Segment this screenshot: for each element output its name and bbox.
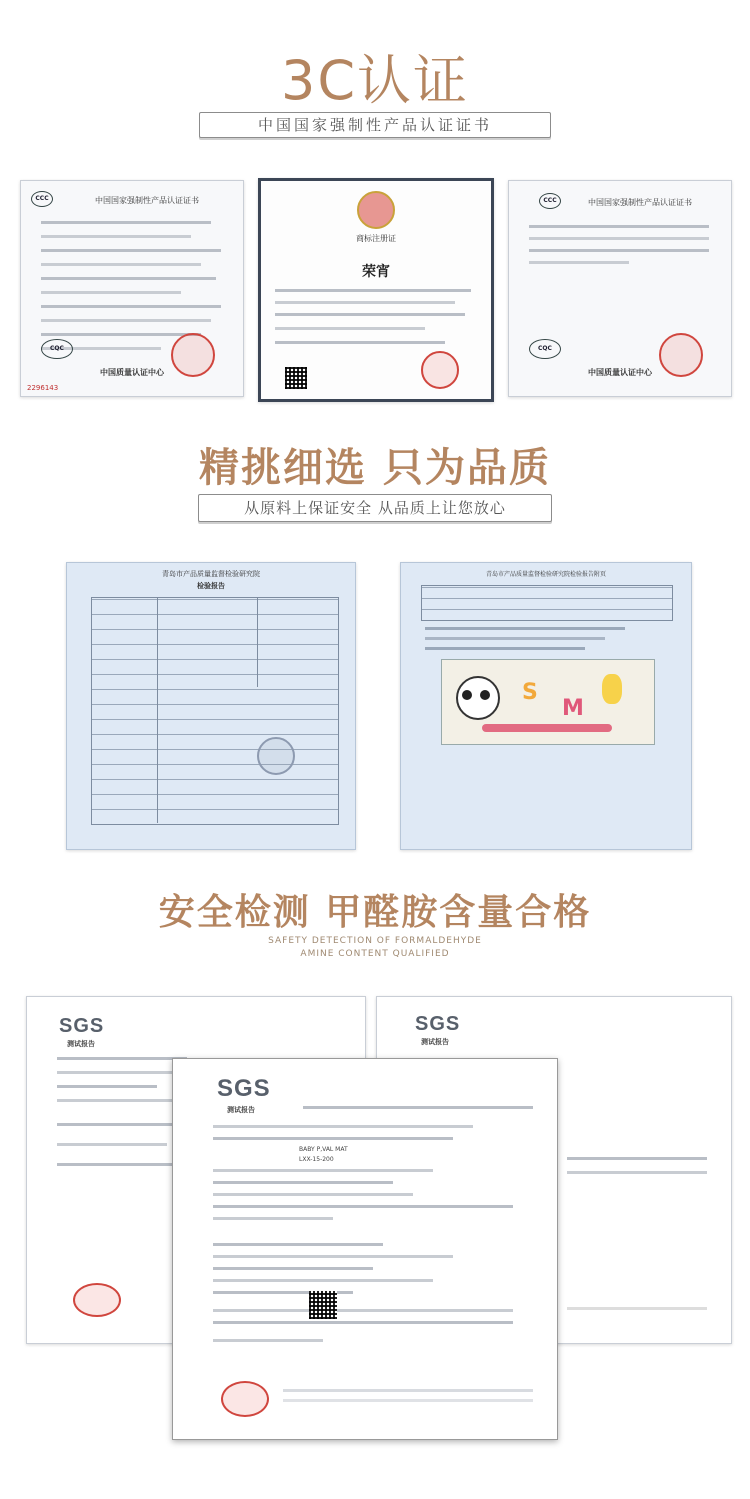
sgs-report-front (172, 1058, 558, 1440)
section3-en-line1: SAFETY DETECTION OF FORMALDEHYDE (268, 936, 482, 946)
cert-issuer: 中国质量认证中心 (100, 368, 164, 377)
sgs-logo: SGS (59, 1015, 105, 1037)
inspection-report (66, 562, 356, 850)
red-seal-icon (73, 1283, 121, 1317)
sgs-logo: SGS (415, 1013, 461, 1035)
cert-header: 中国国家强制性产品认证证书 (95, 196, 199, 205)
ccc-logo-icon: CCC (539, 193, 561, 209)
product-sample-photo: S M (441, 659, 655, 745)
report-label: 测试报告 (421, 1038, 449, 1046)
section3-en-line2: AMINE CONTENT QUALIFIED (300, 949, 450, 959)
inspection-report-appendix (400, 562, 692, 850)
trademark-certificate (258, 178, 494, 402)
red-seal-icon (421, 351, 459, 389)
report-title: 检验报告 (197, 582, 225, 590)
section2-title: 精挑细选 只为品质 (199, 445, 551, 491)
product-model: LXX-15-200 (299, 1156, 334, 1163)
report-header: 青岛市产品质量监督检验研究院检验报告附页 (485, 571, 606, 578)
section1-title: 3C认证 (280, 49, 470, 112)
brand-name: 荣宵 (362, 264, 390, 280)
ccc-logo-icon: CCC (31, 191, 53, 207)
sgs-logo: SGS (217, 1075, 271, 1102)
cert-header: 中国国家强制性产品认证证书 (588, 198, 692, 207)
cert-issuer: 中国质量认证中心 (588, 368, 652, 377)
section2-subtitle: 从原料上保证安全 从品质上让您放心 (198, 494, 552, 522)
qr-code-icon (309, 1291, 337, 1319)
section1-subtitle: 中国国家强制性产品认证证书 (199, 112, 551, 138)
report-header: 青岛市产品质量监督检验研究院 (162, 570, 260, 578)
cqc-logo-icon: CQC (529, 339, 561, 359)
ccc-certificate-right (508, 180, 732, 397)
red-seal-icon (257, 737, 295, 775)
red-seal-icon (221, 1381, 269, 1417)
cert-serial: 2296143 (27, 384, 59, 392)
product-name: BABY P,VAL MAT (299, 1146, 348, 1153)
ccc-certificate-left (20, 180, 244, 397)
cert-header: 商标注册证 (356, 234, 396, 243)
cqc-logo-icon: CQC (41, 339, 73, 359)
report-label: 测试报告 (227, 1106, 255, 1114)
qr-code-icon (285, 367, 307, 389)
section3-title: 安全检测 甲醛胺含量合格 (158, 892, 592, 933)
report-label: 测试报告 (67, 1040, 95, 1048)
national-emblem-icon (357, 191, 395, 229)
